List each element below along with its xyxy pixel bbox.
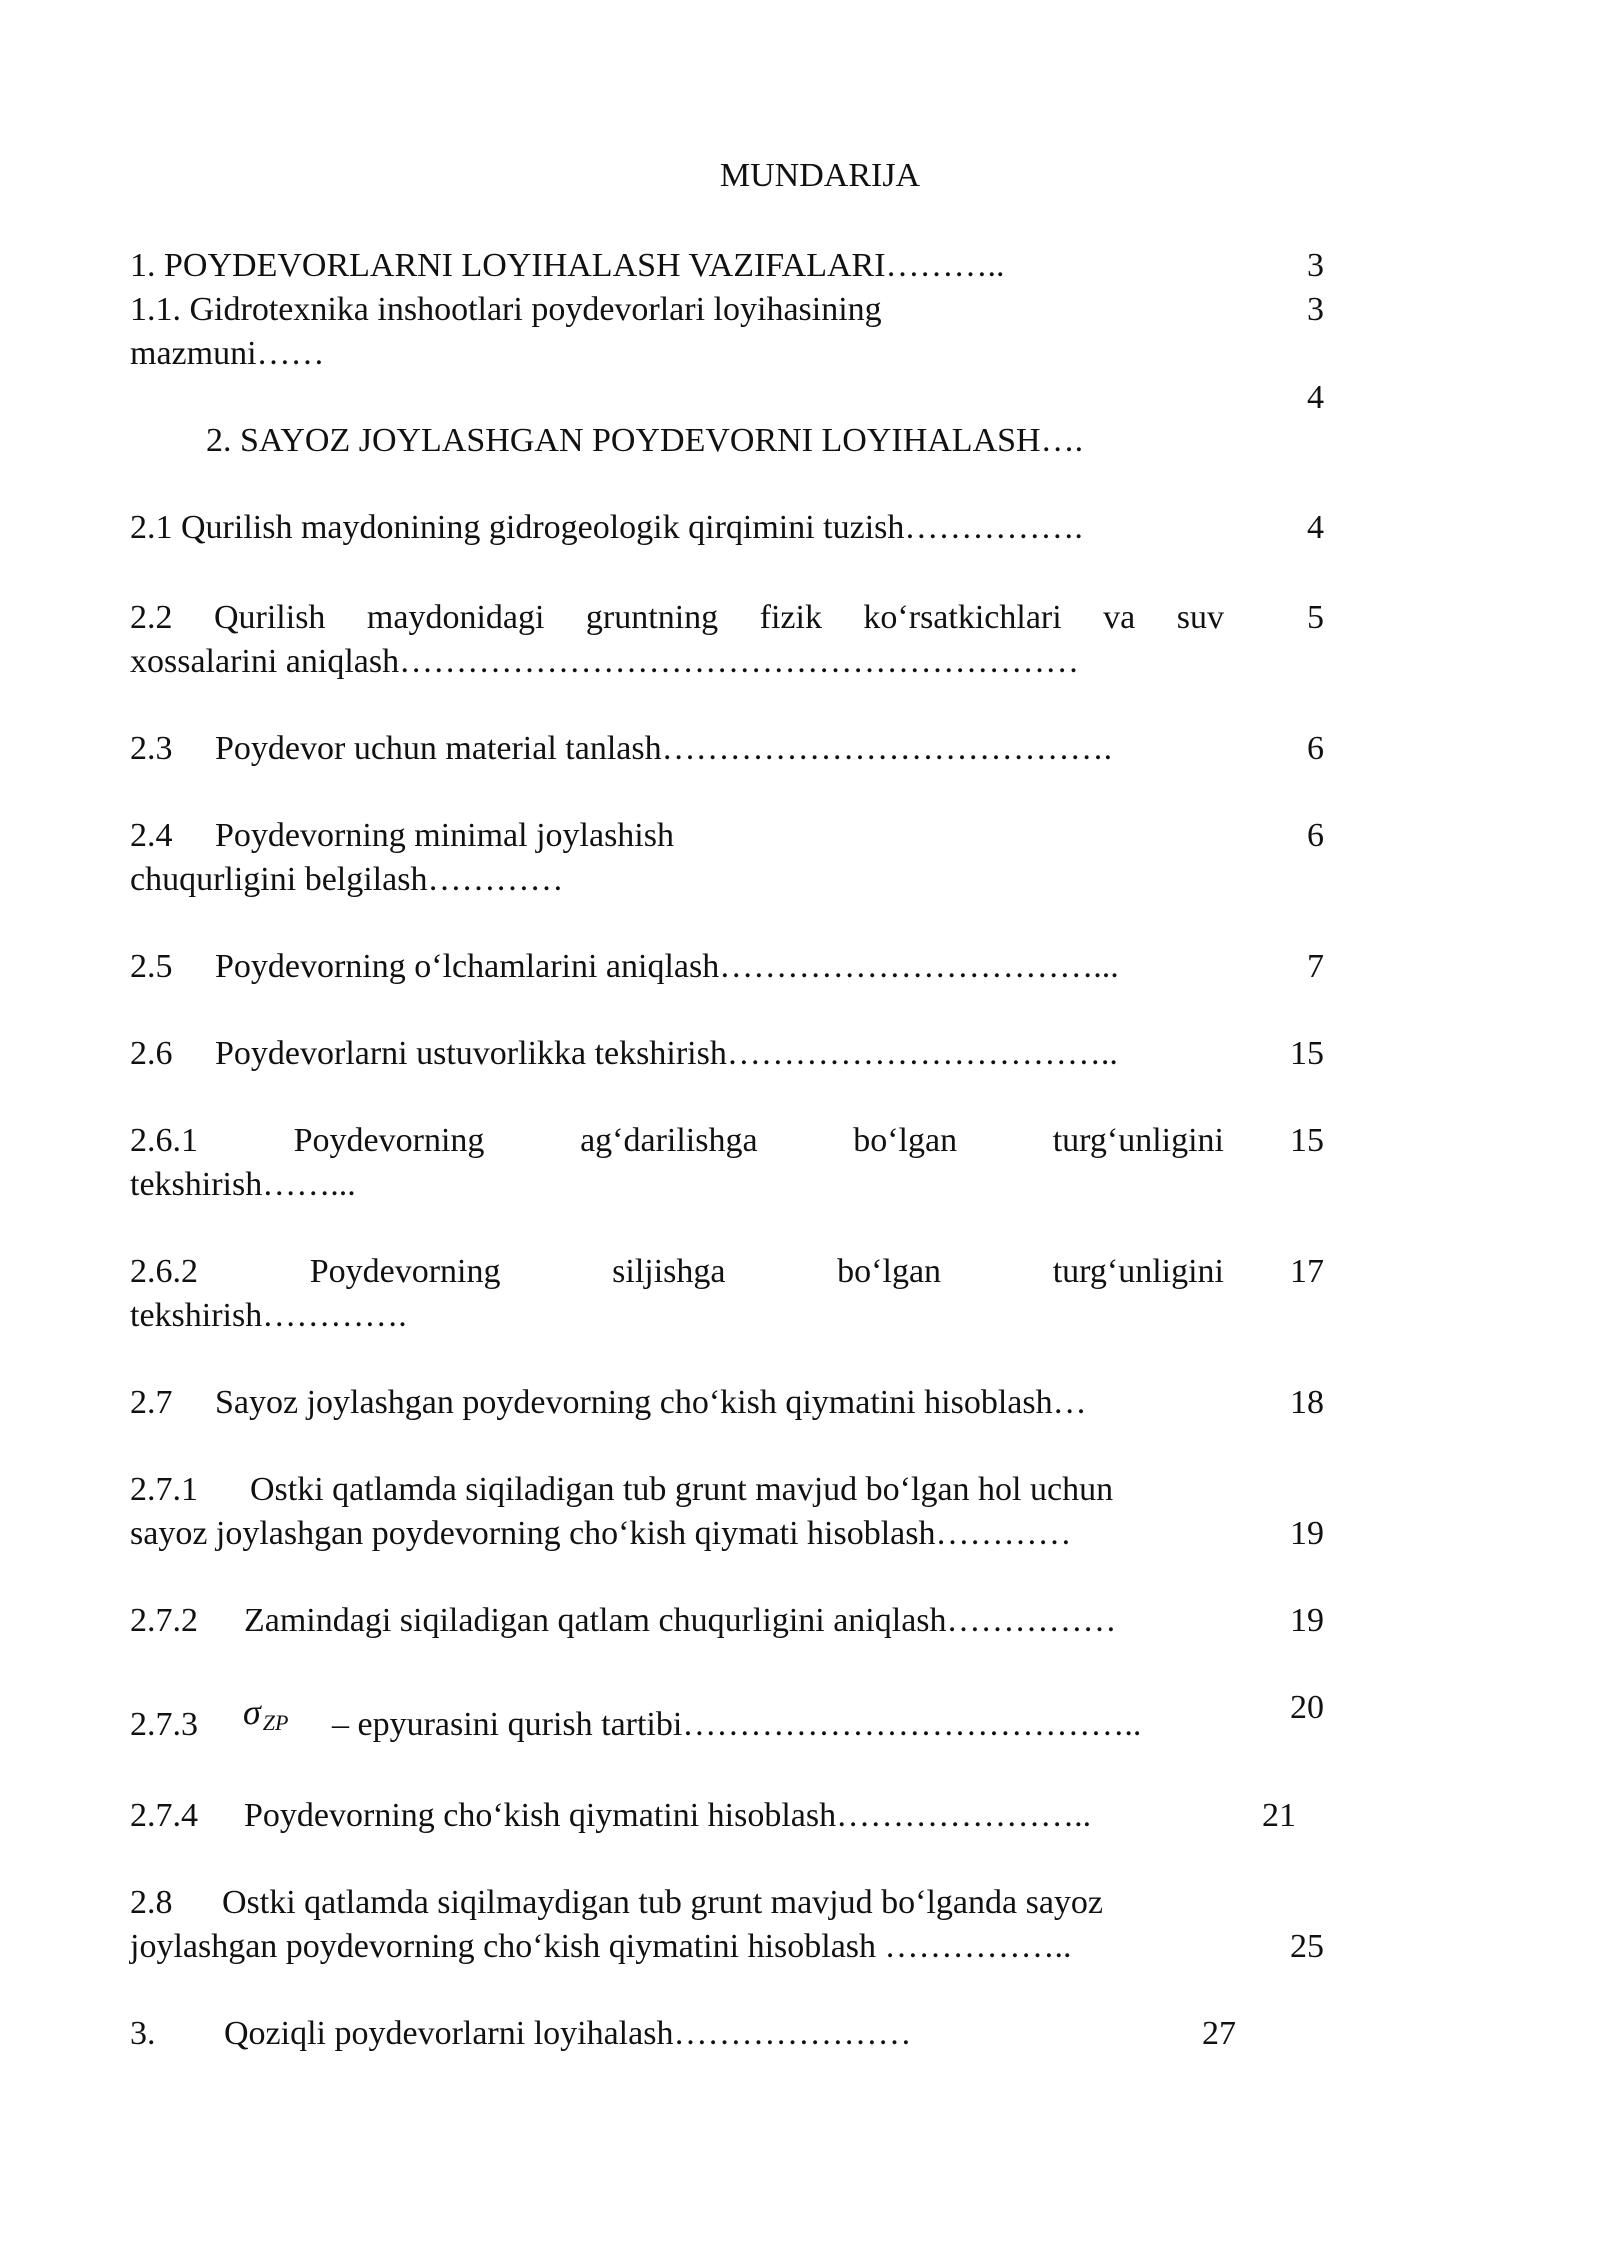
- toc-entry-title-cont: tekshirish………….: [130, 1297, 407, 1334]
- toc-entry-number: 2.7.2: [130, 1602, 198, 1639]
- toc-entry-title: 2.6.2 Poydevorning siljishga bo‘lgan turg‘unligini: [130, 1253, 1224, 1290]
- toc-entry-page: 25: [1290, 1928, 1324, 1965]
- toc-entry-page: 5: [1307, 599, 1324, 636]
- toc-entry-page: 18: [1290, 1384, 1324, 1421]
- toc-entry-number: 2.7: [130, 1384, 173, 1421]
- toc-entry-title: Sayoz joylashgan poydevorning cho‘kish qiymatini hisoblash…: [215, 1384, 1087, 1421]
- toc-entry-title-cont: joylashgan poydevorning cho‘kish qiymatini hisoblash ……………..: [130, 1928, 1072, 1965]
- toc-entry-title: Poydevorning o‘lchamlarini aniqlash……………………………...: [215, 948, 1119, 985]
- toc-entry-page: 27: [1202, 2015, 1236, 2052]
- toc-entry-title: Ostki qatlamda siqiladigan tub grunt mavjud bo‘lgan hol uchun: [250, 1471, 1114, 1508]
- toc-entry-page: 3: [1307, 291, 1324, 328]
- toc-entry-page: 4: [1307, 379, 1324, 416]
- toc-entry-page: 17: [1290, 1253, 1324, 1290]
- toc-entry-title-cont: sayoz joylashgan poydevorning cho‘kish qiymati hisoblash…………: [130, 1515, 1072, 1552]
- toc-entry-number: 2.8: [130, 1884, 173, 1921]
- toc-entry-title: 1. POYDEVORLARNI LOYIHALASH VAZIFALARI………..: [130, 247, 1005, 284]
- toc-entry-page: 4: [1307, 509, 1324, 546]
- toc-entry-page: 6: [1307, 730, 1324, 767]
- toc-entry-number: 2.5: [130, 948, 173, 985]
- toc-entry-page: 3: [1307, 247, 1324, 284]
- toc-entry-title: Ostki qatlamda siqilmaydigan tub grunt mavjud bo‘lganda sayoz: [222, 1884, 1103, 1921]
- toc-entry-title: Poydevorlarni ustuvorlikka tekshirish……………………………..: [215, 1035, 1118, 1072]
- toc-entry-page: 19: [1290, 1515, 1324, 1552]
- toc-entry-title: 2.6.1 Poydevorning ag‘darilishga bo‘lgan turg‘unligini: [130, 1122, 1224, 1159]
- toc-entry-title: 2.1 Qurilish maydonining gidrogeologik qirqimini tuzish…………….: [130, 509, 1083, 546]
- toc-entry-title-cont: mazmuni……: [130, 335, 325, 372]
- sigma-subscript: ZP: [262, 1710, 289, 1735]
- toc-entry-page: 20: [1290, 1689, 1324, 1726]
- page-title: MUNDARIJA: [719, 157, 921, 194]
- toc-entry-title: 2. SAYOZ JOYLASHGAN POYDEVORNI LOYIHALASH….: [206, 422, 1084, 459]
- toc-entry-page: 15: [1290, 1122, 1324, 1159]
- toc-entry-title: Qoziqli poydevorlarni loyihalash…………………: [224, 2015, 912, 2052]
- toc-entry-page: 21: [1262, 1797, 1296, 1834]
- toc-entry-number: 2.4: [130, 817, 173, 854]
- toc-entry-page: 6: [1307, 817, 1324, 854]
- toc-entry-number: 2.6: [130, 1035, 173, 1072]
- toc-entry-title-cont: tekshirish……...: [130, 1166, 356, 1203]
- toc-entry-number: 2.7.4: [130, 1797, 198, 1834]
- sigma-letter: σ: [243, 1692, 261, 1732]
- toc-entry-page: 7: [1307, 948, 1324, 985]
- toc-entry-title-cont: xossalarini aniqlash……………………………………………………: [130, 643, 1080, 680]
- toc-entry-title: Zamindagi siqiladigan qatlam chuqurligini aniqlash……………: [244, 1602, 1117, 1639]
- toc-entry-title: Poydevor uchun material tanlash………………………………….: [215, 730, 1113, 767]
- toc-entry-title: Poydevorning cho‘kish qiymatini hisoblash…………………..: [244, 1797, 1092, 1834]
- toc-entry-number: 2.7.1: [130, 1471, 198, 1508]
- toc-entry-title: – epyurasini qurish tartibi…………………………………..: [332, 1706, 1142, 1743]
- toc-entry-title: 2.2 Qurilish maydonidagi gruntning fizik ko‘rsatkichlari va suv: [130, 599, 1224, 636]
- toc-entry-page: 15: [1290, 1035, 1324, 1072]
- toc-entry-number: 3.: [130, 2015, 156, 2052]
- sigma-symbol: [243, 1690, 292, 1739]
- toc-entry-page: 19: [1290, 1602, 1324, 1639]
- toc-entry-title: Poydevorning minimal joylashish: [215, 817, 674, 854]
- toc-entry-number: 2.3: [130, 730, 173, 767]
- toc-entry-number: 2.7.3: [130, 1706, 198, 1743]
- toc-entry-title-cont: chuqurligini belgilash…………: [130, 861, 564, 898]
- toc-entry-title: 1.1. Gidrotexnika inshootlari poydevorlari loyihasining: [130, 291, 882, 328]
